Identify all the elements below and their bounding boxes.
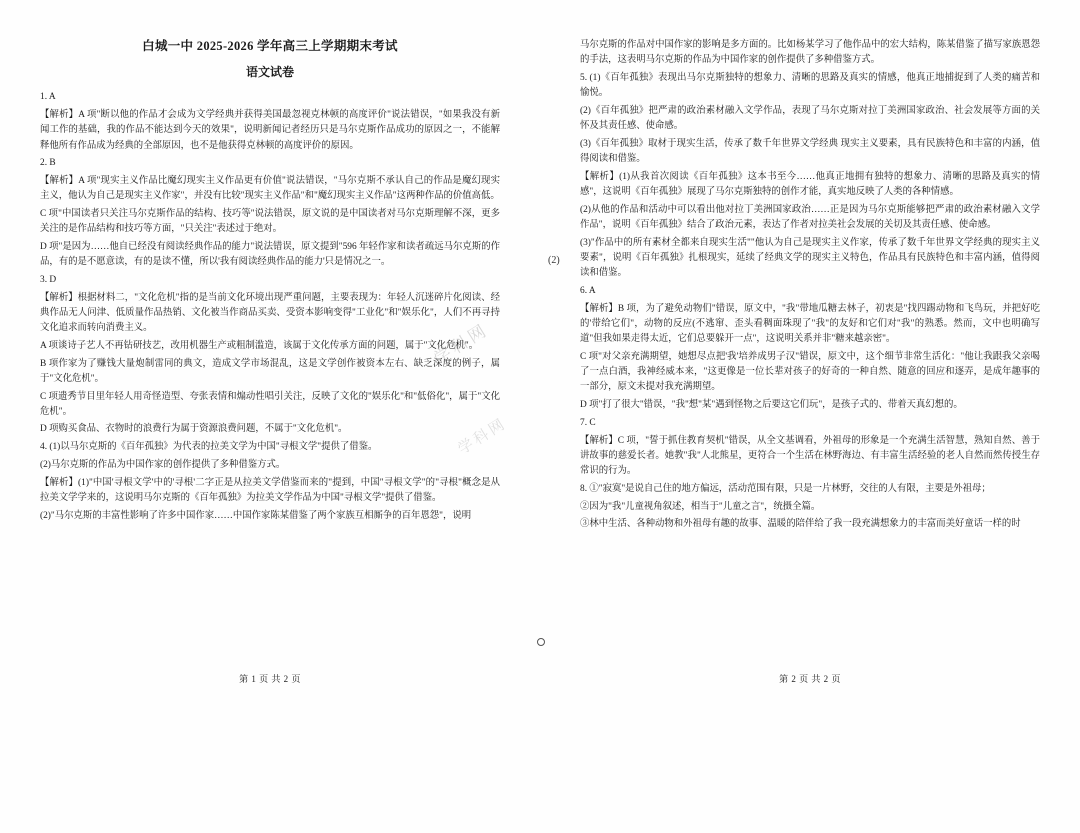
answer-block: C 项遗秀节目里年轻人用奇怪造型、夸张表情和煽动性唱引关注，反映了文化的"娱乐化"和"低俗化"，属于"文化危机"。 (40, 391, 500, 417)
watermark: 学科网 (430, 320, 492, 369)
answer-block: (2)《百年孤独》把严肃的政治素材融入文学作品，表现了马尔克斯对拉丁美洲国家政治、社会发展等方面的关怀及其责任感、使命感。 (580, 105, 1040, 132)
answer-block: 3. D (40, 274, 57, 285)
answer-block: (2)"马尔克斯的丰富性影响了许多中国作家……中国作家陈某借鉴了两个家族互相厮争的百年恩怨"，说明 (40, 510, 472, 521)
answer-block: D 项"打了很大"错误，"我"想"某"遇到怪物之后要这它们玩"，是孩子式的、带着天真幻想的。 (580, 400, 963, 411)
answer-block: 5. (1)《百年孤独》表现出马尔克斯独特的想象力、清晰的思路及真实的情感，他真正地捕捉到了人类的痛苦和愉悦。 (580, 72, 1040, 99)
answer-block: (3)《百年孤独》取材于现实生活，传承了数千年世界文学经典 现实主义要素，具有民族特色和丰富的内涵，值得阅读和借鉴。 (580, 138, 1040, 165)
answer-block: 【解析】根据材料二，"文化危机"指的是当前文化环境出现严重问题，主要表现为：年轻人沉迷碎片化阅读、经典作品无人问津、低质量作品热销、文化被当作商品买卖、受资本影响变得"工业化"和"娱乐化"，人们不再寻持文化追求而转向消费主义。 (40, 292, 500, 334)
page-title: 白城一中 2025-2026 学年高三上学期期末考试 (142, 39, 398, 53)
sheet-page-1 (0, 0, 540, 680)
answer-block: C 项"对父亲充满期望，她想尽点把'我'培养成男子汉"错误，原文中，这个细节非常生活化："他让我跟我父亲喝了一点白酒，我神经威本来，"这更像是一位长辈对孩子的好奇的一种自然、随意的回应和逐弄，是成年趣事的一部分，原文未提对我充满期望。 (580, 351, 1040, 393)
answer-block: 【解析】(1)"中国'寻根文学'中的'寻根'二字正是从拉美文学借鉴而来的"提到，中国"寻根文学"的"寻根"概念是从拉美文学学来的，这说明马尔克斯的《百年孤独》为拉美文学作品为中国"寻根文学"提供了借鉴。 (40, 477, 500, 503)
watermark: 学科网 (455, 415, 510, 458)
answer-block: 6. A (580, 286, 596, 297)
answer-block: (2)从他的作品和活动中可以看出他对拉丁美洲国家政治……正是因为马尔克斯能够把严肃的政治素材融入文学作品"，说明《百年孤独》结合了政治元素，表达了作者对拉美社会发展的关切及其责任感、使命感。 (580, 204, 1040, 231)
sheet-page-2 (540, 0, 1080, 680)
answer-block: B 项作家为了赚钱大量炮制雷同的典文，造成文学市场混乱，这是文学创作被资本左右、缺乏深度的例子，属于"文化危机"。 (40, 358, 500, 384)
answer-block: 【解析】C 项，"誓于抓住教育契机"错误，从全文基调看，外祖母的形象是一个充满生活智慧，熟知自然、善于讲故事的慈爱长者。她教"我"人北熊星，更符合一个生活在林野海边、有丰富生活经验的老人自然而然传授生存常识的行为。 (580, 435, 1040, 477)
answer-block: 【解析】B 项，为了避免动物们"错误，原文中，"我"带地瓜糖去林子，初衷是"找四踢动物和飞鸟玩，并把好吃的'带给它们"，动物的反应(不逃窜、歪头看稠面珠现了"我"的友好和它们对"我"的熟悉。然而，文中也明确写道"但我如果走得太近，它们总要躲开一点"，这说明关系并非"糖来越亲密"。 (580, 303, 1040, 345)
answer-block: 7. C (580, 417, 596, 428)
spine-dot-icon (537, 638, 545, 646)
answer-block: (2)马尔克斯的作品为中国作家的创作提供了多种借鉴方式。 (40, 459, 286, 470)
answer-block: 【解析】A 项"现实主义作品比魔幻现实主义作品更有价值"说法错误，"马尔克斯不承认自己的作品是魔幻现实主义，他认为自己是现实主义作家"，并没有比较"现实主义作品"和"魔幻现实主义作品"这两种作品的价值高低。 (40, 175, 500, 202)
page-subtitle: 语文试卷 (245, 64, 294, 79)
answer-block: C 项"中国读者只关注马尔克斯作品的结构、技巧等"说法错误，原文说的是中国读者对马尔克斯理解不深，更多关注的是作品结构和技巧等方面，"只关注"表述过于绝对。 (40, 208, 500, 235)
answer-block: 【解析】A 项"断以他的作品才会成为文学经典并获得美国最忽视克林顿的高度评价"说法错误，"如果我没有新闻工作的基础，我的作品不能达到今天的效果"，说明新闻记者经历只是马尔克斯作品成功的原因之一，不能解释他所有作品成为经典的全部原因，也不是他获得克林顿的高度评价的原因。 (40, 110, 500, 151)
answer-block: 1. A (40, 92, 56, 103)
answer-block: D 项购买食品、衣物时的浪费行为属于资源浪费问题，不属于"文化危机"。 (40, 424, 348, 435)
footer-page-1: 第 1 页 共 2 页 (239, 674, 301, 684)
footer-page-2: 第 2 页 共 2 页 (779, 674, 841, 684)
answer-block: 8. ①"寂寞"是说自己住的地方偏远，活动范围有限，只是一片林野，交往的人有限，主要是外祖母； (580, 483, 991, 494)
answer-block: D 项"是因为……他自已经没有阅读经典作品的能力"说法错误，原文提到"596 年轻作家和读者疏远马尔克斯的作品，有的是不愿意读，有的是读不懂，所以'我有阅读经典作品的能力'只是情况之一。 (40, 241, 500, 268)
answer-block: ③林中生活、各种动物和外祖母有趣的故事、温暖的陪伴给了我一段充满想象力的丰富而美好童话一样的时 (580, 519, 1021, 530)
answer-block: 4. (1)以马尔克斯的《百年孤独》为代表的拉美文学为中国"寻根文学"提供了借鉴。 (40, 442, 378, 453)
answer-block: A 项谈诗子艺人不再钻研技艺，改用机器生产或粗制滥造，该属于文化传承方面的问题，属于"文化危机"。 (40, 340, 479, 351)
margin-note: (2) (548, 255, 560, 266)
answer-block: 【解析】(1)从我首次阅读《百年孤独》这本书至今……他真正地拥有独特的想象力、清晰的思路及真实的情感"，这说明《百年孤独》展现了马尔克斯独特的创作才能，真实地反映了人类的各种情感。 (580, 171, 1040, 198)
answer-block: ②因为"我"儿童视角叙述，相当于"儿童之言"，统摄全篇。 (580, 501, 821, 512)
answer-block: (3)"作品中的所有素材全都来自现实生活""他认为自己是现实主义作家，传承了数千年世界文学经典的现实主义要素"，说明《百年孤独》扎根现实，延续了经典文学的现实主义特色，作品具有民族特色和丰富内涵，值得阅读和借鉴。 (580, 237, 1040, 279)
answer-block: 2. B (40, 158, 56, 169)
page-spine (534, 0, 546, 680)
answer-block: 马尔克斯的作品对中国作家的影响是多方面的。比如杨某学习了他作品中的宏大结构，陈某借鉴了描写家族恩怨的手法，这表明马尔克斯的作品为中国作家的创作提供了多种借鉴方式。 (580, 40, 1040, 66)
